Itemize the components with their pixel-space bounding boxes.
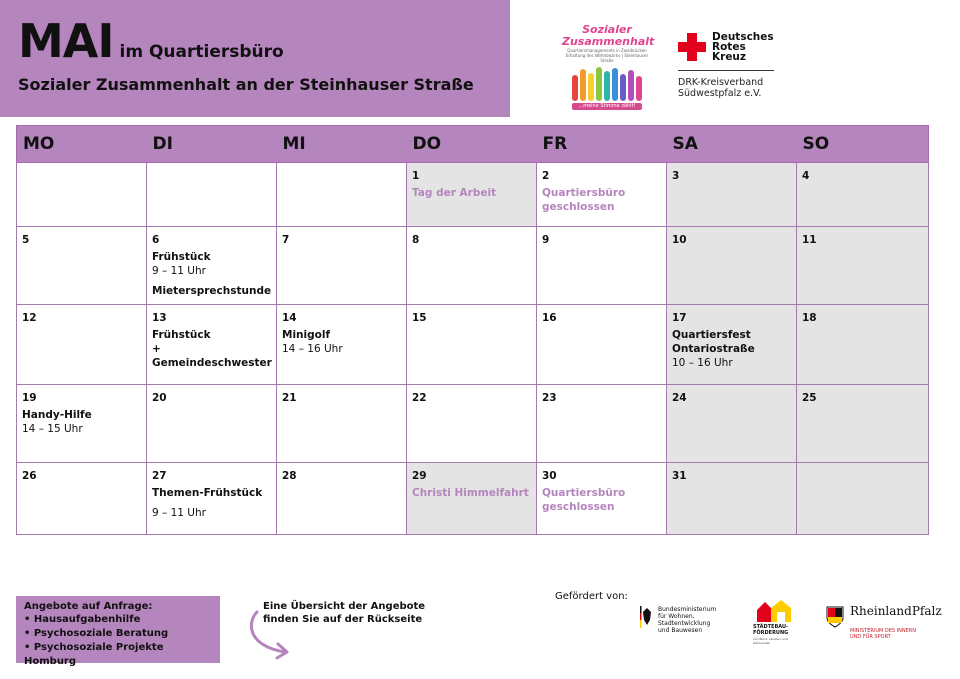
day-number: 8	[412, 234, 420, 246]
day-number: 11	[802, 234, 817, 246]
overview-note-text: Eine Übersicht der Angebote finden Sie auf der Rückseite	[263, 601, 426, 625]
drk-subtitle: DRK-Kreisverband Südwestpfalz e.V.	[678, 77, 764, 99]
day-cell-do	[407, 385, 537, 463]
day-cell-sa	[667, 305, 797, 385]
sz-logo-banner: ...meine Stimme zählt!	[572, 103, 642, 110]
day-cell-mi	[277, 463, 407, 535]
day-cell-mo	[17, 463, 147, 535]
raised-hands-icon	[569, 65, 645, 103]
day-cell-sa	[667, 385, 797, 463]
day-cell-so	[797, 463, 929, 535]
day-number: 18	[802, 312, 817, 324]
red-cross-icon	[678, 33, 706, 61]
day-cell-di	[147, 163, 277, 227]
day-number: 31	[672, 470, 687, 482]
day-number: 17	[672, 312, 687, 324]
staedtebaufoerderung-subtext: von Bund, Ländern und Gemeinden	[753, 637, 789, 645]
day-number: 25	[802, 392, 817, 404]
day-number: 21	[282, 392, 297, 404]
weekday-do: DO	[407, 126, 537, 163]
calendar-event: Minigolf	[282, 329, 331, 341]
day-cell-sa	[667, 163, 797, 227]
offer-item: • Psychosoziale Projekte Homburg	[24, 642, 164, 667]
day-cell-mi	[277, 227, 407, 305]
day-cell-so	[797, 163, 929, 227]
header-banner	[0, 0, 510, 117]
weekday-mo: MO	[17, 126, 147, 163]
calendar-event: Frühstück	[152, 329, 211, 341]
day-cell-mi	[277, 385, 407, 463]
day-number: 29	[412, 470, 427, 482]
day-number: 22	[412, 392, 427, 404]
day-number: 6	[152, 234, 160, 246]
day-cell-so	[797, 305, 929, 385]
day-cell-mi	[277, 305, 407, 385]
day-number: 28	[282, 470, 297, 482]
calendar-event: + Gemeindeschwester	[152, 343, 272, 369]
calendar-week-row	[17, 385, 929, 463]
staedtebaufoerderung-logo	[753, 598, 798, 648]
day-cell-do	[407, 163, 537, 227]
offer-item: • Psychosoziale Beratung	[24, 628, 169, 639]
coat-of-arms-icon	[826, 606, 844, 628]
staedtebaufoerderung-text: STÄDTEBAU- FÖRDERUNG	[753, 624, 789, 636]
day-number: 14	[282, 312, 297, 324]
day-cell-fr	[537, 305, 667, 385]
day-number: 20	[152, 392, 167, 404]
calendar-event: 14 – 15 Uhr	[22, 423, 83, 435]
ministerium-text: MINISTERIUM DES INNERN UND FÜR SPORT	[850, 628, 917, 640]
calendar-body	[17, 163, 929, 535]
calendar-week-row	[17, 227, 929, 305]
day-number: 4	[802, 170, 810, 182]
overview-note	[245, 600, 435, 660]
month-subtitle: im Quartiersbüro	[119, 42, 284, 62]
day-number: 15	[412, 312, 427, 324]
calendar-event: Ontariostraße	[672, 343, 755, 355]
day-cell-sa	[667, 227, 797, 305]
rheinland-pfalz-logo	[826, 604, 942, 644]
federal-eagle-icon	[640, 606, 654, 628]
calendar-event: Handy-Hilfe	[22, 409, 92, 421]
offer-item: • Hausaufgabenhilfe	[24, 614, 141, 625]
calendar-week-row	[17, 163, 929, 227]
drk-divider	[678, 70, 774, 71]
weekday-sa: SA	[667, 126, 797, 163]
day-number: 26	[22, 470, 37, 482]
calendar-event: 9 – 11 Uhr	[152, 507, 206, 519]
calendar-event: 10 – 16 Uhr	[672, 357, 733, 369]
month-title: MAI	[18, 14, 114, 68]
day-cell-do	[407, 227, 537, 305]
weekday-fr: FR	[537, 126, 667, 163]
weekday-di: DI	[147, 126, 277, 163]
weekday-header-row	[17, 126, 929, 163]
month-title-line	[18, 14, 284, 68]
calendar-event: Frühstück	[152, 251, 211, 263]
day-number: 23	[542, 392, 557, 404]
day-cell-so	[797, 227, 929, 305]
bundesministerium-logo	[640, 604, 745, 638]
day-cell-fr	[537, 385, 667, 463]
day-number: 7	[282, 234, 290, 246]
day-number: 13	[152, 312, 167, 324]
weekday-mi: MI	[277, 126, 407, 163]
day-number: 19	[22, 392, 37, 404]
day-number: 5	[22, 234, 30, 246]
day-number: 27	[152, 470, 167, 482]
day-cell-mi	[277, 163, 407, 227]
houses-icon	[755, 598, 795, 624]
day-number: 9	[542, 234, 550, 246]
calendar-table	[16, 125, 929, 535]
sozialer-zusammenhalt-logo	[562, 23, 655, 110]
day-cell-di	[147, 305, 277, 385]
day-cell-mo	[17, 305, 147, 385]
drk-name: Deutsches Rotes Kreuz	[712, 31, 774, 63]
day-number: 16	[542, 312, 557, 324]
calendar-event: Tag der Arbeit	[412, 187, 497, 199]
calendar-week-row	[17, 463, 929, 535]
sponsor-label: Gefördert von:	[555, 591, 628, 602]
drk-logo	[678, 32, 778, 102]
calendar-event: Quartiersbüro geschlossen	[542, 187, 626, 213]
day-cell-di	[147, 227, 277, 305]
offers-title: Angebote auf Anfrage:	[24, 601, 153, 612]
day-cell-mo	[17, 163, 147, 227]
calendar-event: Quartiersbüro geschlossen	[542, 487, 626, 513]
day-cell-sa	[667, 463, 797, 535]
day-number: 12	[22, 312, 37, 324]
rheinland-pfalz-name: RheinlandPfalz	[850, 604, 942, 618]
offers-box	[16, 596, 220, 667]
day-cell-so	[797, 385, 929, 463]
calendar-event: 14 – 16 Uhr	[282, 343, 343, 355]
day-cell-mo	[17, 385, 147, 463]
day-cell-fr	[537, 163, 667, 227]
sz-logo-title: Sozialer Zusammenhalt	[562, 23, 655, 48]
day-cell-fr	[537, 463, 667, 535]
day-number: 10	[672, 234, 687, 246]
calendar-event: Christi Himmelfahrt	[412, 487, 529, 499]
day-cell-do	[407, 305, 537, 385]
day-number: 2	[542, 170, 550, 182]
calendar-event: Mietersprechstunde	[152, 285, 272, 297]
bundesministerium-text: Bundesministerium für Wohnen, Stadtentwicklung und Bauwesen	[658, 606, 717, 634]
day-cell-di	[147, 463, 277, 535]
day-cell-mo	[17, 227, 147, 305]
page-subtitle: Sozialer Zusammenhalt an der Steinhauser Straße	[18, 75, 474, 94]
sz-logo-subtitle: Quartiersmanagements in Zweibrücken Erhaltung des Wohnbezirks | Steinhauser Straße	[565, 48, 649, 63]
calendar-event: Themen-Frühstück	[152, 487, 263, 499]
day-number: 1	[412, 170, 420, 182]
day-cell-fr	[537, 227, 667, 305]
calendar-week-row	[17, 305, 929, 385]
day-number: 24	[672, 392, 687, 404]
day-cell-di	[147, 385, 277, 463]
calendar-event: Quartiersfest	[672, 329, 751, 341]
day-cell-do	[407, 463, 537, 535]
weekday-so: SO	[797, 126, 929, 163]
day-number: 3	[672, 170, 680, 182]
day-number: 30	[542, 470, 557, 482]
calendar-event: 9 – 11 Uhr	[152, 265, 206, 277]
